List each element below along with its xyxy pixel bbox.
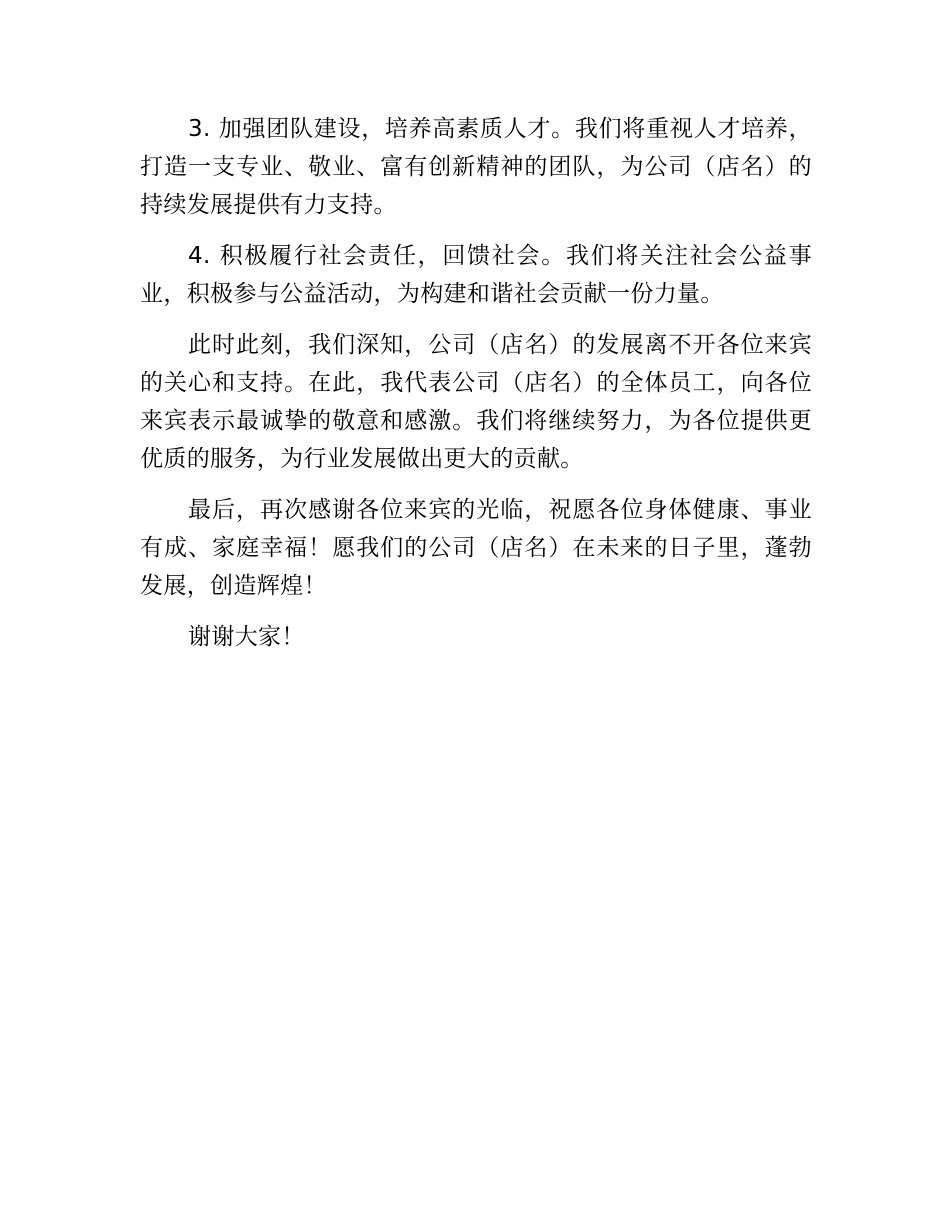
paragraph-gratitude: 此时此刻，我们深知，公司（店名）的发展离不开各位来宾的关心和支持。在此，我代表公司（店名）的全体员工，向各位来宾表示最诚挚的敬意和感激。我们将继续努力，为各位提供更优质的服务，为行业发展做出更大的贡献。 — [140, 332, 812, 472]
paragraph-social-responsibility: 4. 积极履行社会责任，回馈社会。我们将关注社会公益事业，积极参与公益活动，为构建和谐社会贡献一份力量。 — [140, 243, 812, 307]
paragraph-closing-wishes: 最后，再次感谢各位来宾的光临，祝愿各位身体健康、事业有成、家庭幸福！愿我们的公司（店名）在未来的日子里，蓬勃发展，创造辉煌！ — [140, 497, 812, 599]
paragraph-thanks: 谢谢大家！ — [188, 624, 305, 650]
document-body — [140, 110, 812, 669]
paragraph-team-building: 3. 加强团队建设，培养高素质人才。我们将重视人才培养，打造一支专业、敬业、富有创新精神的团队，为公司（店名）的持续发展提供有力支持。 — [140, 116, 812, 218]
